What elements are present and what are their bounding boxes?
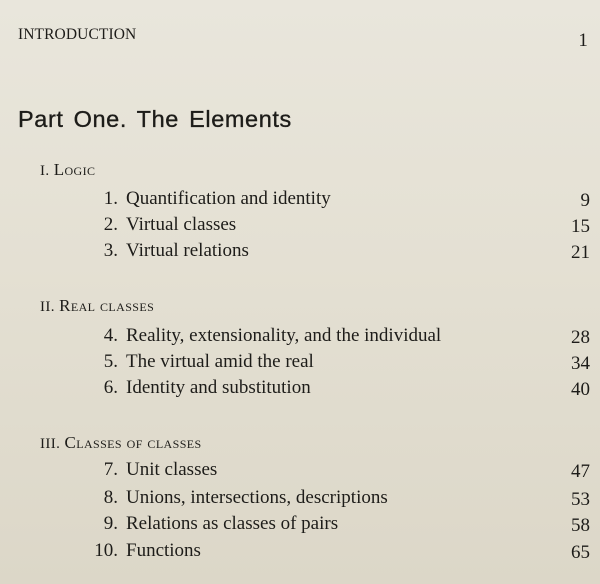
entry-label: Functions [126,540,201,561]
entry-label: Reality, extensionality, and the individual [126,325,442,346]
toc-entry [0,459,590,483]
entry-page-number: 28 [571,327,590,348]
toc-entry [0,188,590,212]
chapter-numeral: I. [40,163,50,179]
entry-label: Virtual classes [126,214,237,235]
entry-label: Unions, intersections, descriptions [126,487,388,508]
entry-label: Identity and substitution [126,377,311,398]
entry-page-number: 47 [571,461,590,482]
toc-entry [0,325,590,349]
entry-label: Virtual relations [126,240,249,261]
introduction-page-number: 1 [578,30,588,51]
entry-page-number: 40 [571,379,590,400]
toc-entry-introduction [18,26,588,50]
toc-entry [0,513,590,537]
chapter-title: Classes of classes [64,433,202,452]
entry-page-number: 9 [580,190,590,211]
entry-page-number: 15 [571,216,590,237]
entry-label: Relations as classes of pairs [126,513,339,534]
chapter-heading-logic [40,160,95,180]
entry-number: 7. [103,459,118,480]
entry-number: 4. [103,325,118,346]
entry-page-number: 53 [571,489,590,510]
entry-label: Quantification and identity [126,188,331,209]
toc-entry [0,377,590,401]
entry-number: 6. [103,377,118,398]
part-title: Part One. The Elements [18,106,292,132]
chapter-numeral: III. [40,436,61,452]
toc-entry [0,540,590,564]
entry-label: Unit classes [126,459,218,480]
entry-number: 2. [103,214,118,235]
introduction-title: INTRODUCTION [18,26,137,43]
entry-number: 10. [94,540,118,561]
entry-number: 8. [103,487,118,508]
entry-number: 1. [103,188,118,209]
entry-number: 3. [103,240,118,261]
toc-entry [0,487,590,511]
chapter-title: Logic [53,160,96,179]
toc-entry [0,214,590,238]
toc-entry [0,351,590,375]
entry-page-number: 58 [571,515,590,536]
chapter-numeral: II. [40,299,55,315]
entry-page-number: 65 [571,542,590,563]
entry-label: The virtual amid the real [126,351,314,372]
chapter-heading-real-classes [40,296,154,316]
toc-entry [0,240,590,264]
chapter-heading-classes-of-classes [40,433,202,453]
entry-number: 5. [103,351,118,372]
entry-number: 9. [103,513,118,534]
chapter-title: Real classes [59,296,155,315]
entry-page-number: 34 [571,353,590,374]
entry-page-number: 21 [571,242,590,263]
